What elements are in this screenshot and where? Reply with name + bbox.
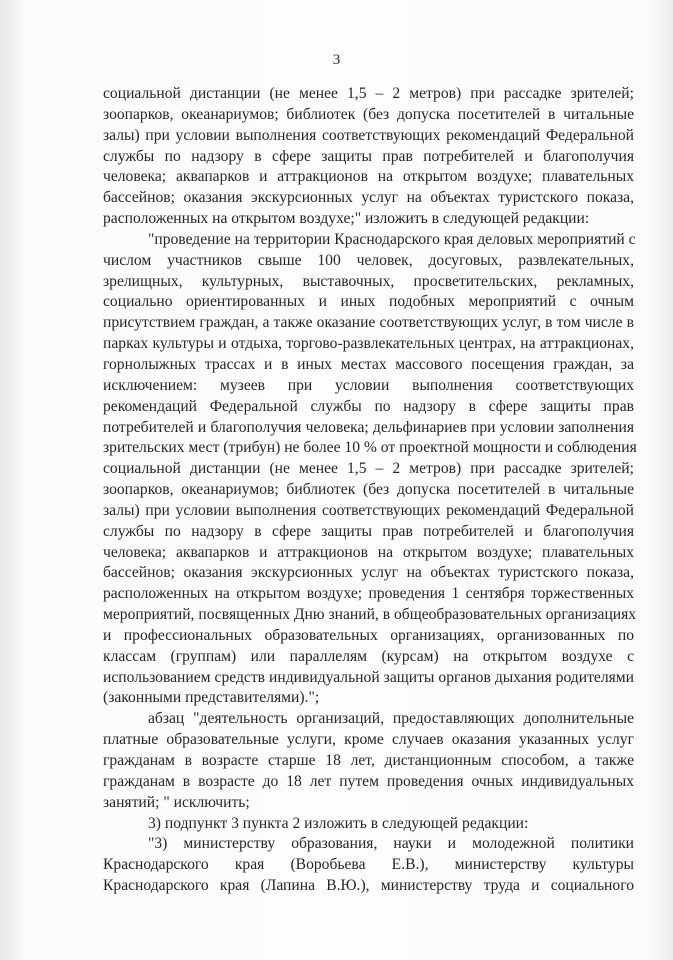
- paragraph: [103, 84, 634, 230]
- text-line: абзац "деятельность организаций, предоставляющих дополнительные: [148, 710, 634, 728]
- text-line: "проведение на территории Краснодарского края деловых мероприятий с: [148, 230, 636, 248]
- text-line: горнолыжных трассах и в иных местах массового посещения граждан, за: [103, 355, 634, 373]
- text-line: зрительских мест (трибун) не более 10 % от проектной мощности и соблюдения: [103, 439, 637, 457]
- text-line: социальной дистанции (не менее 1,5 – 2 метров) при рассадке зрителей;: [103, 460, 634, 478]
- text-line: (законными представителями).";: [103, 689, 320, 707]
- paragraph: [103, 834, 634, 897]
- text-line: "3) министерству образования, науки и молодежной политики: [148, 835, 634, 853]
- text-line: парках культуры и отдыха, торгово-развлекательных центрах, на аттракционах,: [103, 335, 634, 353]
- text-line: службы по надзору в сфере защиты прав потребителей и благополучия: [103, 522, 634, 540]
- text-line: рекомендаций Федеральной службы по надзору в сфере защиты прав: [103, 397, 634, 415]
- text-line: гражданам в возрасте до 18 лет путем проведения очных индивидуальных: [103, 772, 634, 790]
- text-line: зоопарков, океанариумов; библиотек (без допуска посетителей в читальные: [103, 481, 634, 499]
- text-line: исключением: музеев при условии выполнения соответствующих: [103, 376, 634, 394]
- text-line: расположенных на открытом воздухе; проведения 1 сентября торжественных: [103, 585, 634, 603]
- text-line: Краснодарского края (Лапина В.Ю.), министерству труда и социального: [103, 877, 634, 895]
- text-line: числом участников свыше 100 человек, досуговых, развлекательных,: [103, 251, 634, 269]
- text-line: мероприятий, посвященных Дню знаний, в общеобразовательных организациях: [103, 606, 637, 624]
- text-line: бассейнов; оказания экскурсионных услуг на объектах туристского показа,: [103, 564, 634, 582]
- text-line: Краснодарского края (Воробьева Е.В.), министерству культуры: [103, 856, 634, 874]
- text-line: использованием средств индивидуальной защиты органов дыхания родителями: [103, 668, 634, 686]
- text-line: 3) подпункт 3 пункта 2 изложить в следующей редакции:: [148, 814, 529, 832]
- text-line: бассейнов; оказания экскурсионных услуг на объектах туристского показа,: [103, 189, 634, 207]
- paragraph: [103, 230, 637, 709]
- text-line: залы) при условии выполнения соответствующих рекомендаций Федеральной: [103, 501, 634, 519]
- text-line: потребителей и благополучия человека; дельфинариев при условии заполнения: [103, 418, 634, 436]
- text-line: присутствием граждан, а также оказание соответствующих услуг, в том числе в: [103, 314, 634, 332]
- text-line: социальной дистанции (не менее 1,5 – 2 метров) при рассадке зрителей;: [103, 85, 634, 102]
- paragraph: [103, 709, 634, 813]
- page-number: 3: [332, 52, 341, 68]
- text-line: платные образовательные услуги, кроме случаев оказания указанных услуг: [103, 731, 634, 749]
- paragraph: [103, 814, 634, 835]
- text-line: зрелищных, культурных, выставочных, просветительских, рекламных,: [103, 272, 634, 290]
- text-line: человека; аквапарков и аттракционов на открытом воздухе; плавательных: [103, 168, 634, 186]
- text-line: службы по надзору в сфере защиты прав потребителей и благополучия: [103, 147, 634, 165]
- text-line: человека; аквапарков и аттракционов на открытом воздухе; плавательных: [103, 543, 634, 561]
- text-line: социально ориентированных и иных подобных мероприятий с очным: [103, 293, 634, 311]
- text-line: зоопарков, океанариумов; библиотек (без допуска посетителей в читальные: [103, 105, 634, 123]
- text-line: классам (группам) или параллелям (курсам) на открытом воздухе с: [103, 647, 634, 665]
- document-body: [103, 84, 637, 897]
- text-line: занятий; " исключить;: [103, 793, 250, 811]
- text-line: расположенных на открытом воздухе;" изложить в следующей редакции:: [103, 210, 590, 228]
- text-line: залы) при условии выполнения соответствующих рекомендаций Федеральной: [103, 126, 634, 144]
- text-line: гражданам в возрасте старше 18 лет, дистанционным способом, а также: [103, 752, 634, 769]
- text-line: и профессиональных образовательных организациях, организованных по: [103, 626, 634, 644]
